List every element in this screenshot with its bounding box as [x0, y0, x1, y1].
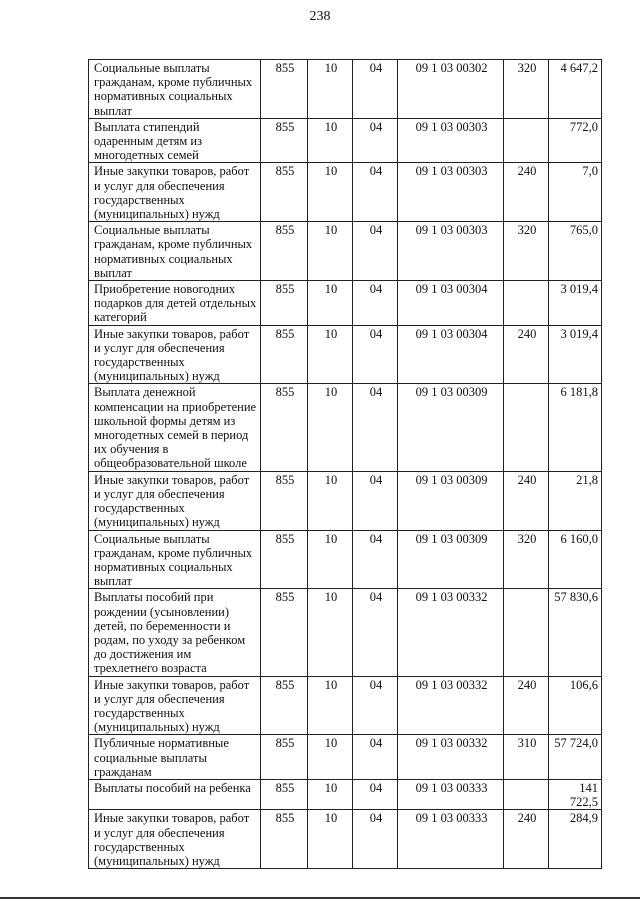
- table-row: [89, 222, 602, 281]
- row-section-code: 10: [308, 163, 353, 222]
- row-grbs-code: 855: [261, 281, 308, 326]
- row-description: Выплата денежной компенсации на приобретение школьной формы детям из многодетных семей в период их обучения в общеобразовательной школе: [89, 384, 261, 471]
- row-grbs-code: 855: [261, 471, 308, 530]
- row-target-article-code: 09 1 03 00309: [398, 530, 504, 589]
- table-row: [89, 384, 602, 471]
- row-section-code: 10: [308, 676, 353, 735]
- row-section-code: 10: [308, 384, 353, 471]
- row-subsection-code: 04: [353, 384, 398, 471]
- row-target-article-code: 09 1 03 00302: [398, 60, 504, 119]
- row-subsection-code: 04: [353, 118, 398, 163]
- row-subsection-code: 04: [353, 281, 398, 326]
- row-section-code: 10: [308, 735, 353, 780]
- row-grbs-code: 855: [261, 384, 308, 471]
- scan-edge-line: [0, 897, 640, 899]
- row-expense-type-code: 240: [504, 810, 549, 869]
- row-amount: 772,0: [549, 118, 602, 163]
- table-row: [89, 589, 602, 676]
- row-amount: 7,0: [549, 163, 602, 222]
- row-target-article-code: 09 1 03 00332: [398, 589, 504, 676]
- row-grbs-code: 855: [261, 60, 308, 119]
- row-target-article-code: 09 1 03 00303: [398, 118, 504, 163]
- table-row: [89, 530, 602, 589]
- row-subsection-code: 04: [353, 471, 398, 530]
- row-section-code: 10: [308, 60, 353, 119]
- row-description: Иные закупки товаров, работ и услуг для обеспечения государственных (муниципальных) нужд: [89, 676, 261, 735]
- table-row: [89, 779, 602, 809]
- row-target-article-code: 09 1 03 00332: [398, 676, 504, 735]
- row-amount: 57 724,0: [549, 735, 602, 780]
- row-subsection-code: 04: [353, 735, 398, 780]
- table-row: [89, 735, 602, 780]
- row-description: Выплата стипендий одаренным детям из многодетных семей: [89, 118, 261, 163]
- row-amount: 3 019,4: [549, 325, 602, 384]
- table-row: [89, 118, 602, 163]
- row-grbs-code: 855: [261, 222, 308, 281]
- row-amount: 6 181,8: [549, 384, 602, 471]
- row-amount: 57 830,6: [549, 589, 602, 676]
- row-subsection-code: 04: [353, 676, 398, 735]
- row-amount: 765,0: [549, 222, 602, 281]
- row-target-article-code: 09 1 03 00303: [398, 222, 504, 281]
- row-expense-type-code: 240: [504, 325, 549, 384]
- row-grbs-code: 855: [261, 118, 308, 163]
- row-grbs-code: 855: [261, 735, 308, 780]
- row-expense-type-code: 320: [504, 222, 549, 281]
- row-section-code: 10: [308, 281, 353, 326]
- row-expense-type-code: 320: [504, 60, 549, 119]
- row-amount: 284,9: [549, 810, 602, 869]
- row-subsection-code: 04: [353, 163, 398, 222]
- row-expense-type-code: 310: [504, 735, 549, 780]
- row-expense-type-code: 240: [504, 163, 549, 222]
- row-description: Социальные выплаты гражданам, кроме публичных нормативных социальных выплат: [89, 530, 261, 589]
- row-subsection-code: 04: [353, 222, 398, 281]
- row-subsection-code: 04: [353, 325, 398, 384]
- row-target-article-code: 09 1 03 00309: [398, 384, 504, 471]
- row-section-code: 10: [308, 118, 353, 163]
- row-section-code: 10: [308, 471, 353, 530]
- row-expense-type-code: 240: [504, 471, 549, 530]
- row-target-article-code: 09 1 03 00303: [398, 163, 504, 222]
- row-target-article-code: 09 1 03 00333: [398, 810, 504, 869]
- row-expense-type-code: 240: [504, 676, 549, 735]
- budget-table-body: [89, 60, 602, 869]
- row-amount: 141 722,5: [549, 779, 602, 809]
- table-row: [89, 281, 602, 326]
- row-section-code: 10: [308, 810, 353, 869]
- row-amount: 106,6: [549, 676, 602, 735]
- table-row: [89, 471, 602, 530]
- row-description: Выплаты пособий на ребенка: [89, 779, 261, 809]
- row-grbs-code: 855: [261, 325, 308, 384]
- row-description: Публичные нормативные социальные выплаты гражданам: [89, 735, 261, 780]
- row-amount: 4 647,2: [549, 60, 602, 119]
- row-description: Социальные выплаты гражданам, кроме публичных нормативных социальных выплат: [89, 222, 261, 281]
- table-row: [89, 163, 602, 222]
- row-expense-type-code: 320: [504, 530, 549, 589]
- page-number: 238: [309, 9, 331, 24]
- row-section-code: 10: [308, 530, 353, 589]
- row-target-article-code: 09 1 03 00309: [398, 471, 504, 530]
- row-amount: 3 019,4: [549, 281, 602, 326]
- row-grbs-code: 855: [261, 163, 308, 222]
- row-target-article-code: 09 1 03 00332: [398, 735, 504, 780]
- row-section-code: 10: [308, 325, 353, 384]
- row-description: Иные закупки товаров, работ и услуг для обеспечения государственных (муниципальных) нужд: [89, 325, 261, 384]
- row-grbs-code: 855: [261, 530, 308, 589]
- row-target-article-code: 09 1 03 00304: [398, 281, 504, 326]
- row-subsection-code: 04: [353, 530, 398, 589]
- row-description: Выплаты пособий при рождении (усыновлении) детей, по беременности и родам, по уходу за ребенком до достижения им трехлетнего возраста: [89, 589, 261, 676]
- row-amount: 21,8: [549, 471, 602, 530]
- row-section-code: 10: [308, 589, 353, 676]
- row-expense-type-code: [504, 779, 549, 809]
- row-grbs-code: 855: [261, 676, 308, 735]
- budget-table: [88, 59, 602, 869]
- row-target-article-code: 09 1 03 00333: [398, 779, 504, 809]
- row-expense-type-code: [504, 589, 549, 676]
- row-expense-type-code: [504, 118, 549, 163]
- row-section-code: 10: [308, 222, 353, 281]
- row-description: Социальные выплаты гражданам, кроме публичных нормативных социальных выплат: [89, 60, 261, 119]
- row-grbs-code: 855: [261, 810, 308, 869]
- table-row: [89, 810, 602, 869]
- row-description: Иные закупки товаров, работ и услуг для обеспечения государственных (муниципальных) нужд: [89, 471, 261, 530]
- row-grbs-code: 855: [261, 779, 308, 809]
- table-row: [89, 60, 602, 119]
- row-description: Иные закупки товаров, работ и услуг для обеспечения государственных (муниципальных) нужд: [89, 163, 261, 222]
- row-section-code: 10: [308, 779, 353, 809]
- row-subsection-code: 04: [353, 60, 398, 119]
- row-expense-type-code: [504, 281, 549, 326]
- row-description: Иные закупки товаров, работ и услуг для обеспечения государственных (муниципальных) нужд: [89, 810, 261, 869]
- table-row: [89, 676, 602, 735]
- row-subsection-code: 04: [353, 810, 398, 869]
- row-expense-type-code: [504, 384, 549, 471]
- row-target-article-code: 09 1 03 00304: [398, 325, 504, 384]
- row-amount: 6 160,0: [549, 530, 602, 589]
- table-row: [89, 325, 602, 384]
- row-subsection-code: 04: [353, 779, 398, 809]
- row-grbs-code: 855: [261, 589, 308, 676]
- row-description: Приобретение новогодних подарков для детей отдельных категорий: [89, 281, 261, 326]
- row-subsection-code: 04: [353, 589, 398, 676]
